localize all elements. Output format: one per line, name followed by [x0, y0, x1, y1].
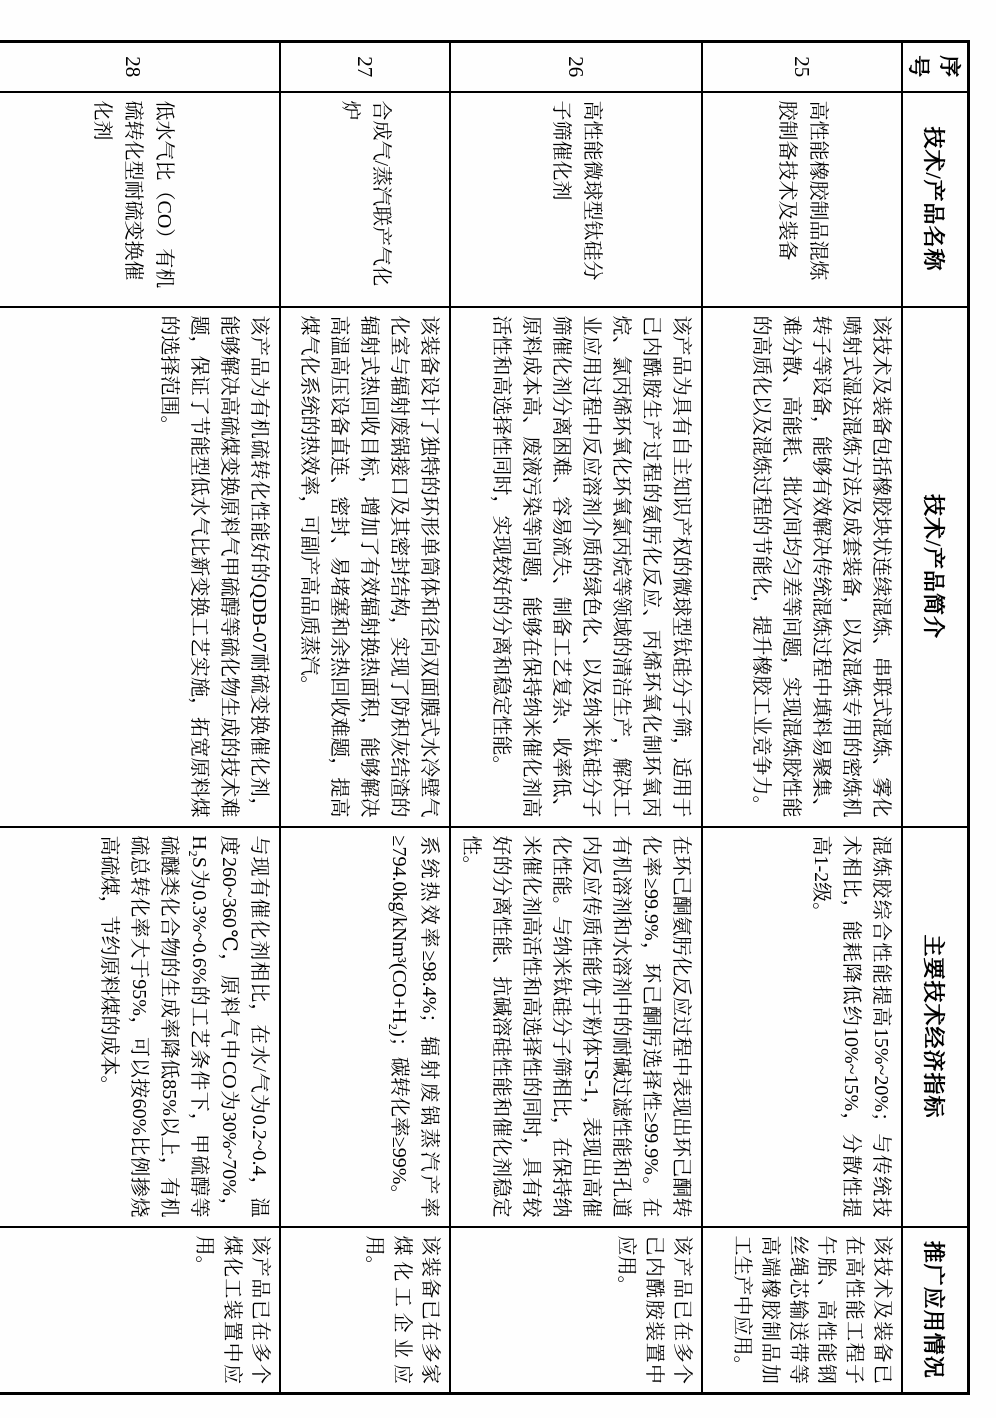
- table-row: [450, 42, 702, 1394]
- product-intro-cell: 该产品为有机硫转化性能好的QDB-07耐硫变换催化剂，能够解决高硫煤变换原料气甲硫醇等硫化物生成的技术难题，保证了节能型低水气比新变换工艺实施，拓宽原料煤的选择范围。: [0, 307, 280, 827]
- row-index: 26: [450, 42, 702, 92]
- header-product-intro: 技术/产品简介: [902, 307, 969, 827]
- row-index: 27: [280, 42, 450, 92]
- header-index: 序号: [902, 42, 969, 92]
- header-application: 推广应用情况: [902, 1227, 969, 1394]
- product-name-cell: 高性能微球型钛硅分子筛催化剂: [450, 92, 702, 307]
- table-row: [0, 42, 280, 1394]
- indicators-cell: 与现有催化剂相比，在水/气为0.2~0.4，温度260~360℃，原料气中CO为30%~70%，H₂S为0.3%~0.6%的工艺条件下，甲硫醇等硫醚类化合物的生成率降低85%以上，有机硫总转化率大于95%，可以按60%比例掺烧高硫煤，节约原料煤的成本。: [0, 827, 280, 1227]
- indicators-cell: 在环己酮氨肟化反应过程中表现出环己酮转化率≥99.9%，环己酮肟选择性≥99.9%。在有机溶剂和水溶剂中的耐碱过滤性能和孔道内反应传质性能优于粉体TS-1，表现出高催化性能。与纳米钛硅分子筛相比，在保持纳米催化剂高活性和高选择性的同时，具有较好的分离性能、抗碱溶硅性能和催化剂稳定性。: [450, 827, 702, 1227]
- application-cell: 该装备已在多家煤化工企业应用。: [280, 1227, 450, 1394]
- product-intro-cell: 该产品为具有自主知识产权的微球型钛硅分子筛，适用于己内酰胺生产过程的氨肟化反应、丙烯环氧化制环氧丙烷、氯丙烯环氧化环氧氯丙烷等领域的清洁生产，解决工业应用过程中反应溶剂介质的绿色化、以及纳米钛硅分子筛催化剂分离困难、容易流失、制备工艺复杂、收率低、原料成本高、废液污染等问题，能够在保持纳米催化剂高活性和高选择性同时，实现较好的分离和稳定性能。: [450, 307, 702, 827]
- header-indicators: 主要技术经济指标: [902, 827, 969, 1227]
- application-cell: 该产品已在多个煤化工装置中应用。: [0, 1227, 280, 1394]
- application-cell: 该技术及装备已在高性能工程子午胎、高性能钢丝绳芯输送带等高端橡胶制品加工生产中应用。: [702, 1227, 902, 1394]
- application-cell: 该产品已在多个己内酰胺装置中应用。: [450, 1227, 702, 1394]
- product-intro-cell: 该技术及装备包括橡胶块状连续混炼、串联式混炼、雾化喷射式湿法混炼方法及成套装备，以及混炼专用的密炼机转子等设备，能够有效解决传统混炼过程中填料易聚集、难分散、高能耗、批次间均匀差等问题，实现混炼胶性能的高质化以及混炼过程的节能化，提升橡胶工业竞争力。: [702, 307, 902, 827]
- rotated-table-container: [15, 40, 970, 1392]
- indicators-cell: 混炼胶综合性能提高15%~20%；与传统技术相比，能耗降低约10%~15%，分散性提高1-2级。: [702, 827, 902, 1227]
- row-index: 28: [0, 42, 280, 92]
- row-index: 25: [702, 42, 902, 92]
- product-name-cell: 低水气比（CO）有机硫转化型耐硫变换催化剂: [0, 92, 280, 307]
- header-product-name: 技术/产品名称: [902, 92, 969, 307]
- table-row: [280, 42, 450, 1394]
- technology-products-table: [0, 40, 970, 1395]
- table-row: [702, 42, 902, 1394]
- product-name-cell: 高性能橡胶制品混炼胶制备技术及装备: [702, 92, 902, 307]
- indicators-cell: 系统热效率≥98.4%；辐射废锅蒸汽产率≥794.0kg/kNm³(CO+H₂)；碳转化率≥99%。: [280, 827, 450, 1227]
- product-name-cell: 合成气/蒸汽联产气化炉: [280, 92, 450, 307]
- table-header-row: [902, 42, 969, 1394]
- product-intro-cell: 该装备设计了独特的环形单筒体和径向双面膜式水冷壁气化室与辐射废锅接口及其密封结构，实现了防积灰结渣的辐射式热回收目标，增加了有效辐射换热面积，能够解决高温高压设备直连、密封、易堵塞和余热回收难题，提高煤气化系统的热效率，可副产高品质蒸汽。: [280, 307, 450, 827]
